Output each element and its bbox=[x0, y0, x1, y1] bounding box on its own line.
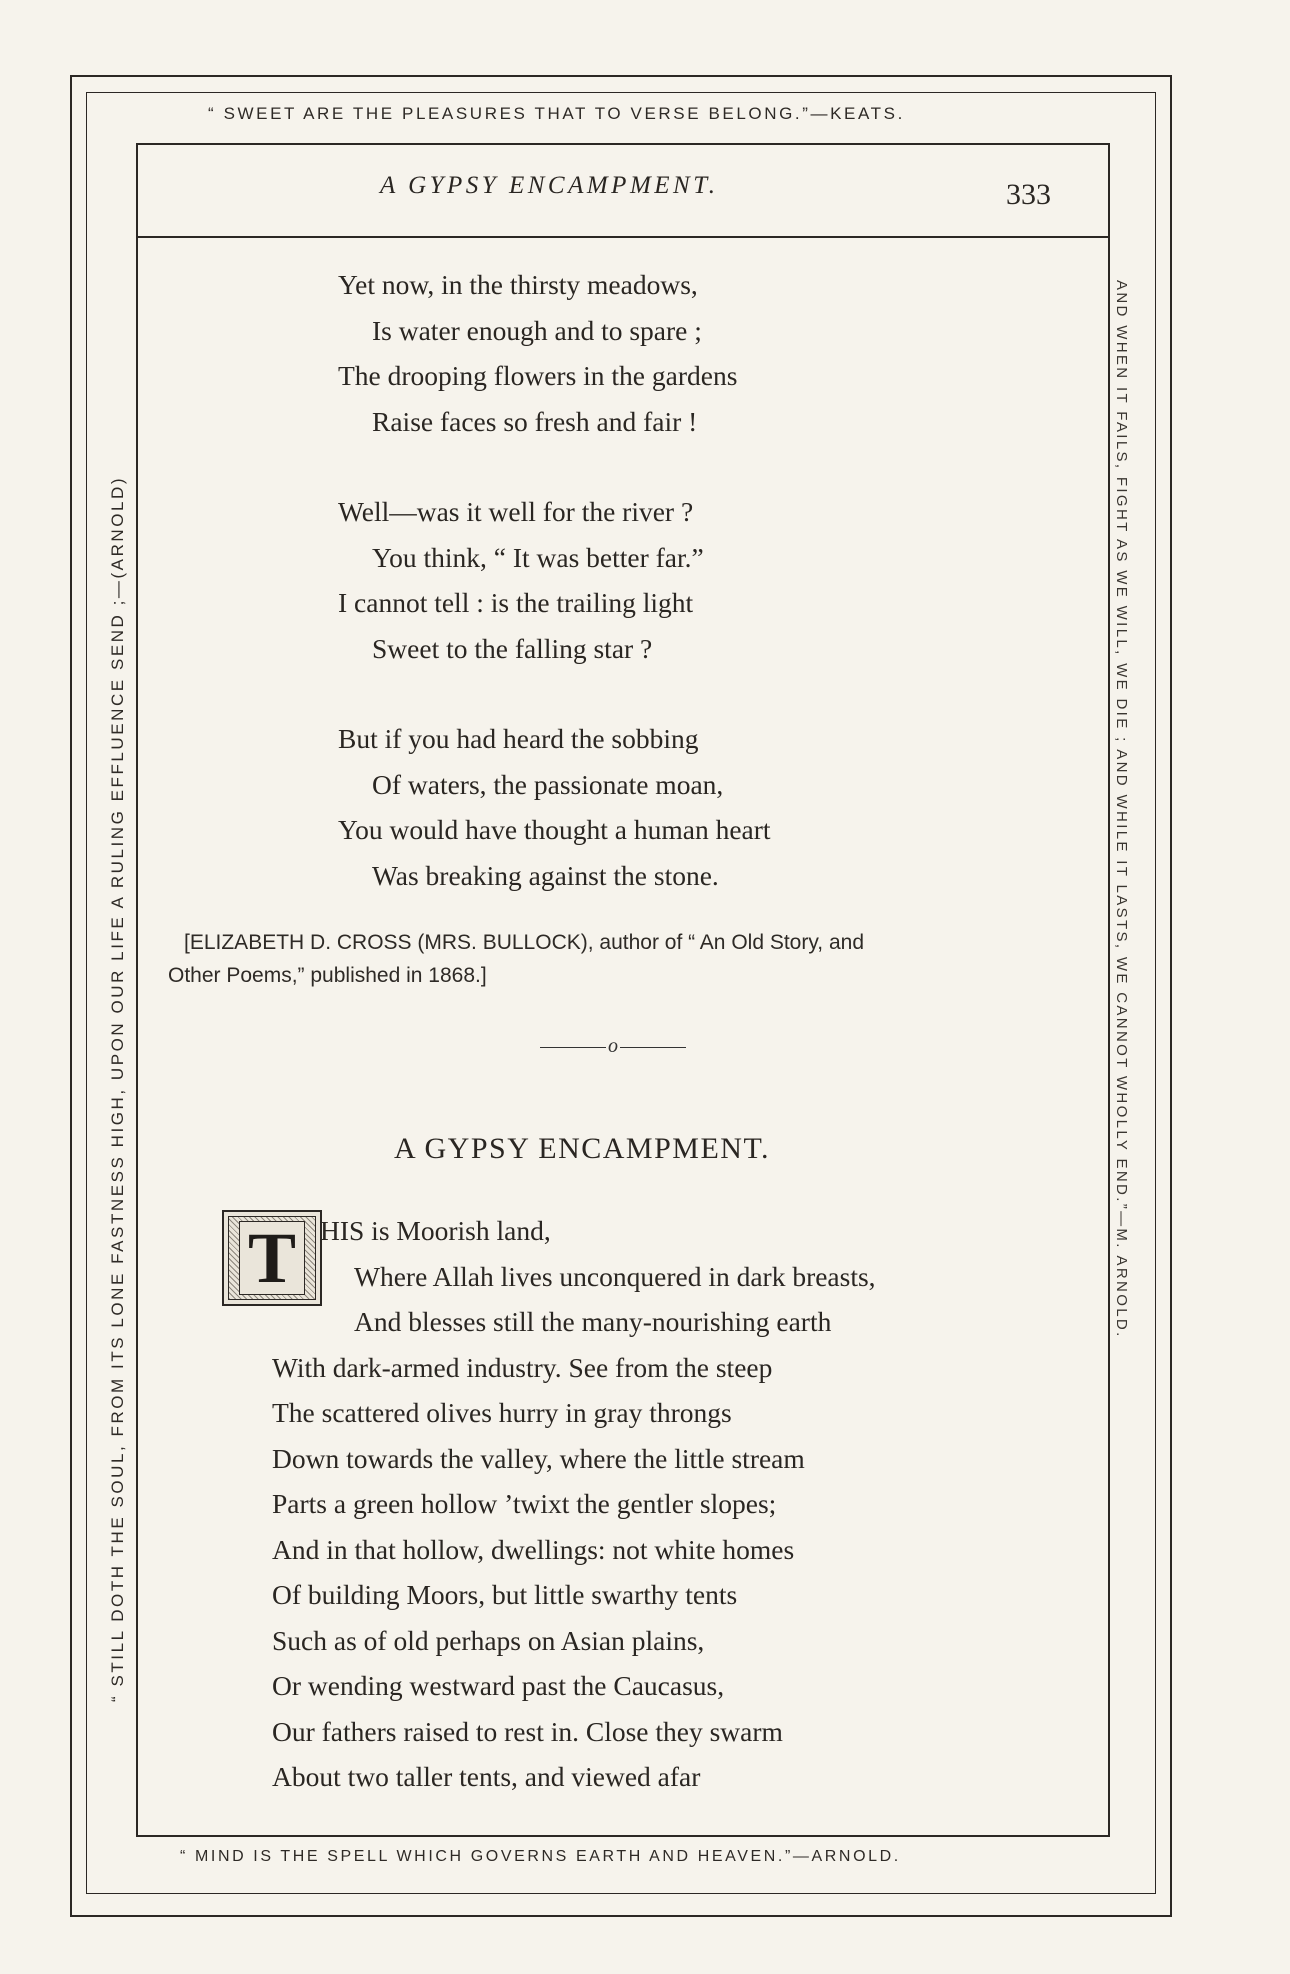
border-quote-right: AND WHEN IT FAILS, FIGHT AS WE WILL, WE DIE ; AND WHILE IT LASTS, WE CANNOT WHOLLY END.”—M. ARNOLD. bbox=[1113, 280, 1130, 1339]
separator-mark: o bbox=[608, 1035, 618, 1057]
poem-line: Sweet to the falling star ? bbox=[372, 632, 653, 664]
border-quote-left: “ STILL DOTH THE SOUL, FROM ITS LONE FASTNESS HIGH, UPON OUR LIFE A RULING EFFLUENCE SEND ;—(ARNOLD) bbox=[108, 475, 127, 1702]
poem-attribution bbox=[168, 926, 1068, 992]
section-heading: A GYPSY ENCAMPMENT. bbox=[394, 1132, 771, 1165]
running-title: A GYPSY ENCAMPMENT. bbox=[380, 172, 719, 199]
poem-stanza-2 bbox=[338, 489, 1058, 671]
border-quote-top: “ SWEET ARE THE PLEASURES THAT TO VERSE BELONG.”—KEATS. bbox=[208, 104, 905, 123]
attribution-line: Other Poems,” published in 1868.] bbox=[168, 964, 487, 987]
section-separator bbox=[540, 1035, 686, 1058]
poem-line: Of waters, the passionate moan, bbox=[372, 768, 724, 800]
narrative-line: With dark-armed industry. See from the steep bbox=[272, 1351, 773, 1383]
poem-stanza-3 bbox=[338, 716, 1058, 898]
narrative-line: Where Allah lives unconquered in dark breasts, bbox=[354, 1260, 876, 1292]
poem-line: You think, “ It was better far.” bbox=[372, 541, 704, 573]
poem-line: I cannot tell : is the trailing light bbox=[338, 587, 694, 618]
poem-line: But if you had heard the sobbing bbox=[338, 723, 699, 754]
narrative-line: Parts a green hollow ’twixt the gentler slopes; bbox=[272, 1488, 777, 1519]
poem-line: Raise faces so fresh and fair ! bbox=[372, 405, 698, 437]
header-rule bbox=[138, 236, 1108, 238]
poem-line: Well—was it well for the river ? bbox=[338, 496, 694, 527]
narrative-line: About two taller tents, and viewed afar bbox=[272, 1761, 701, 1792]
narrative-line: And blesses still the many-nourishing earth bbox=[354, 1306, 832, 1337]
border-quote-bottom: “ MIND IS THE SPELL WHICH GOVERNS EARTH AND HEAVEN.”—ARNOLD. bbox=[180, 1848, 901, 1865]
poem-stanza-1 bbox=[338, 262, 1058, 444]
poem-line: Is water enough and to spare ; bbox=[372, 314, 702, 346]
narrative-text bbox=[272, 1208, 1072, 1800]
page-number: 333 bbox=[1006, 178, 1051, 211]
narrative-line: Down towards the valley, where the little stream bbox=[272, 1442, 805, 1474]
narrative-line: And in that hollow, dwellings: not white homes bbox=[272, 1533, 795, 1565]
narrative-line: Or wending westward past the Caucasus, bbox=[272, 1670, 725, 1701]
poem-line: The drooping flowers in the gardens bbox=[338, 360, 738, 391]
narrative-line: Our fathers raised to rest in. Close they swarm bbox=[272, 1715, 783, 1747]
separator-rule-right bbox=[620, 1047, 686, 1048]
attribution-line: [ELIZABETH D. CROSS (MRS. BULLOCK), author of “ An Old Story, and bbox=[184, 931, 864, 954]
narrative-line: Of building Moors, but little swarthy tents bbox=[272, 1579, 738, 1610]
poem-line: You would have thought a human heart bbox=[338, 814, 771, 845]
narrative-line: Such as of old perhaps on Asian plains, bbox=[272, 1624, 705, 1656]
poem-line: Yet now, in the thirsty meadows, bbox=[338, 269, 698, 300]
narrative-line: The scattered olives hurry in gray throngs bbox=[272, 1397, 732, 1428]
poem-line: Was breaking against the stone. bbox=[372, 859, 719, 891]
separator-rule-left bbox=[540, 1047, 606, 1048]
dropcap-letter: T bbox=[239, 1221, 305, 1295]
narrative-line: HIS is Moorish land, bbox=[320, 1215, 551, 1246]
